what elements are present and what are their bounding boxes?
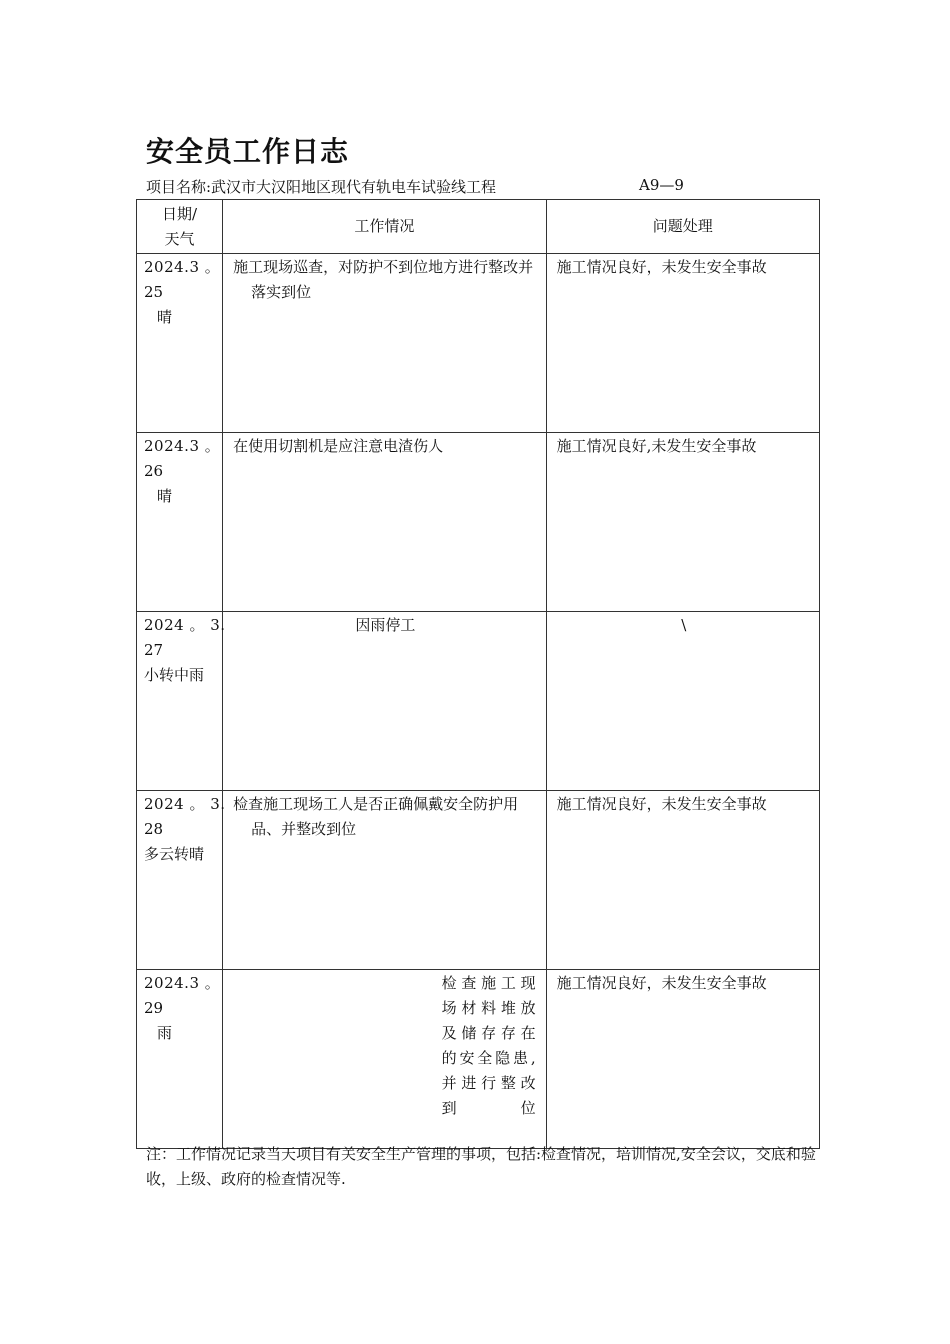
table-row	[137, 254, 820, 433]
table-row	[137, 433, 820, 612]
table-row	[137, 612, 820, 791]
work-cell	[223, 254, 546, 433]
problem-cell	[546, 791, 819, 970]
table-row	[137, 791, 820, 970]
date-day: 25	[144, 283, 164, 301]
problem-text: 施工情况良好，未发生安全事故	[556, 258, 767, 276]
page-title: 安全员工作日志	[146, 135, 350, 168]
header-work: 工作情况	[223, 200, 546, 254]
date-text: 2024.3 。	[144, 258, 221, 276]
problem-text: 施工情况良好，未发生安全事故	[556, 795, 767, 813]
problem-text: 施工情况良好，未发生安全事故	[556, 974, 767, 992]
table-header-row	[137, 200, 820, 254]
date-text: 2024 。 3.	[144, 795, 226, 813]
date-cell	[137, 254, 223, 433]
work-text: 在使用切割机是应注意电渣伤人	[233, 437, 444, 455]
date-cell	[137, 791, 226, 970]
work-cell	[223, 970, 546, 1149]
header-problem: 问题处理	[546, 200, 819, 254]
date-text: 2024.3 。	[144, 437, 221, 455]
weather-text: 多云转晴	[144, 845, 205, 863]
work-log-table	[136, 199, 820, 1149]
header-date-weather	[137, 200, 223, 254]
date-day: 26	[144, 462, 164, 480]
work-cell	[223, 612, 546, 791]
work-text: 检查施工现场工人是否正确佩戴安全防护用品、并整改到位	[233, 795, 519, 838]
date-day: 27	[144, 641, 164, 659]
project-name: 项目名称:武汉市大汉阳地区现代有轨电车试验线工程	[146, 178, 497, 196]
problem-cell	[546, 612, 819, 791]
work-text: 检查施工现场材料堆放及储存存在的安全隐患,并进行整改到位	[441, 974, 538, 1117]
problem-cell	[546, 433, 819, 612]
weather-text: 晴	[157, 487, 173, 505]
date-cell	[137, 970, 223, 1149]
date-day: 28	[144, 820, 164, 838]
form-code: A9—9	[639, 176, 684, 194]
problem-cell	[546, 254, 819, 433]
header-weather-label: 天气	[164, 229, 195, 248]
problem-text: 施工情况良好,未发生安全事故	[556, 437, 757, 455]
header-date-label: 日期/	[162, 204, 198, 223]
work-text: 因雨停工	[355, 616, 416, 634]
work-text: 施工现场巡查，对防护不到位地方进行整改并落实到位	[233, 258, 534, 301]
date-text: 2024 。 3.	[144, 616, 226, 634]
date-cell	[137, 433, 223, 612]
date-day: 29	[144, 999, 164, 1017]
weather-text: 晴	[157, 308, 173, 326]
footnote: 注：工作情况记录当天项目有关安全生产管理的事项，包括:检查情况，培训情况,安全会议，交底和验收，上级、政府的检查情况等.	[146, 1145, 816, 1188]
date-text: 2024.3 。	[144, 974, 221, 992]
work-cell	[223, 433, 546, 612]
work-cell	[223, 791, 546, 970]
table-row	[137, 970, 820, 1149]
date-cell	[137, 612, 226, 791]
problem-text: \	[681, 616, 687, 634]
weather-text: 小转中雨	[144, 666, 205, 684]
problem-cell	[546, 970, 819, 1149]
weather-text: 雨	[157, 1024, 173, 1042]
